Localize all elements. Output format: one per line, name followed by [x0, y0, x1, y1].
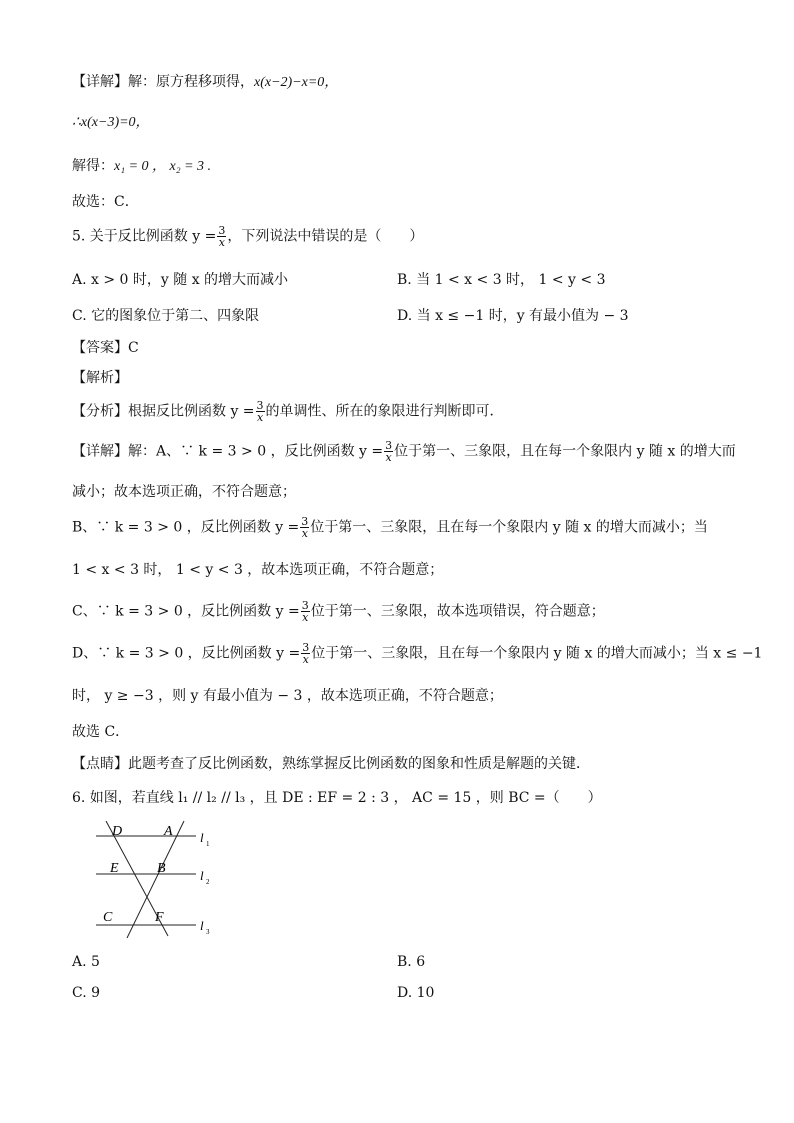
label-D: D [112, 824, 123, 839]
q5-stem: 5. 关于反比例函数 y = $\frac{3}{x}$ ，下列说法中错误的是（ ） [72, 224, 424, 249]
q5-detail-a2: 减小；故本选项正确，不符合题意； [72, 484, 296, 500]
label-E: E [110, 861, 119, 876]
q5-detail-c: C、∵ k = 3 > 0 ，反比例函数 y = $\frac{3}{x}$ 位于第一、三象限，故本选项错误，符合题意； [72, 599, 605, 624]
label-A: A [164, 824, 173, 839]
label-l2: l [200, 868, 204, 883]
detail-tag: 【详解】 [72, 74, 128, 90]
q6-option-c: C. 9 [72, 985, 101, 1001]
q6-option-d: D. 10 [397, 985, 435, 1001]
q5-option-c: C. 它的图象位于第二、四象限 [72, 308, 260, 324]
fraction: $\frac{3}{x}$ [301, 515, 309, 540]
q6-stem: 6. 如图，若直线 l₁ // l₂ // l₃ ，且 DE : EF = 2 : 3 ， AC = 15 ，则 BC =（ ） [72, 790, 602, 806]
label-F: F [155, 910, 164, 925]
detail-line-1 [72, 72, 338, 93]
q5-option-b: B. 当 1 < x < 3 时， 1 < y < 3 [397, 272, 606, 288]
svg-text:2: 2 [206, 878, 210, 886]
detail-equation: x(x−2)−x=0， [254, 75, 339, 90]
svg-text:1: 1 [206, 840, 210, 848]
q5-fenxi: 【分析】根据反比例函数 y = $\frac{3}{x}$ 的单调性、所在的象限进行判断即可． [72, 399, 504, 424]
label-C: C [103, 910, 113, 925]
q5-analysis-tag: 【解析】 [72, 370, 128, 386]
step-2: ∴x(x−3)=0， [72, 115, 150, 130]
label-l3: l [200, 918, 204, 933]
q5-choice: 故选 C． [72, 724, 130, 740]
q5-detail-a: 【详解】解：A、∵ k = 3 > 0 ，反比例函数 y = $\frac{3}{x}$ 位于第一、三象限，且在每一个象限内 y 随 x 的增大而 [72, 439, 736, 464]
q5-detail-d: D、∵ k = 3 > 0 ，反比例函数 y = $\frac{3}{x}$ 位于第一、三象限，且在每一个象限内 y 随 x 的增大而减小；当 x ≤ −1 [72, 641, 763, 666]
svg-text:3: 3 [206, 928, 210, 936]
q5-option-d: D. 当 x ≤ −1 时，y 有最小值为 − 3 [397, 308, 629, 324]
q5-dianjing: 【点睛】此题考查了反比例函数，熟练掌握反比例函数的图象和性质是解题的关键． [72, 756, 590, 772]
q6-option-b: B. 6 [397, 954, 426, 970]
step-3: 解得：x₁ = 0 ， x₂ = 3 . [72, 158, 212, 174]
label-B: B [157, 861, 166, 876]
label-l1: l [200, 830, 204, 845]
fraction: $\frac{3}{x}$ [302, 641, 310, 666]
fraction: $\frac{3}{x}$ [256, 399, 264, 424]
q5-detail-b: B、∵ k = 3 > 0 ，反比例函数 y = $\frac{3}{x}$ 位于第一、三象限，且在每一个象限内 y 随 x 的增大而减小；当 [72, 515, 708, 540]
choice-1: 故选：C． [72, 194, 139, 210]
q5-detail-b2: 1 < x < 3 时， 1 < y < 3 ，故本选项正确，不符合题意； [72, 562, 444, 578]
fraction: $\frac{3}{x}$ [301, 599, 309, 624]
fraction: $\frac{3}{x}$ [385, 439, 393, 464]
q6-figure [90, 818, 220, 942]
q6-option-a: A. 5 [72, 954, 100, 970]
fraction: $\frac{3}{x}$ [218, 224, 226, 249]
detail-text: 解：原方程移项得， [128, 74, 254, 90]
q5-detail-d2: 时， y ≥ −3 ，则 y 有最小值为 − 3 ，故本选项正确，不符合题意； [72, 688, 503, 704]
q5-answer: 【答案】C [72, 340, 139, 356]
q5-option-a: A. x > 0 时，y 随 x 的增大而减小 [72, 272, 289, 288]
